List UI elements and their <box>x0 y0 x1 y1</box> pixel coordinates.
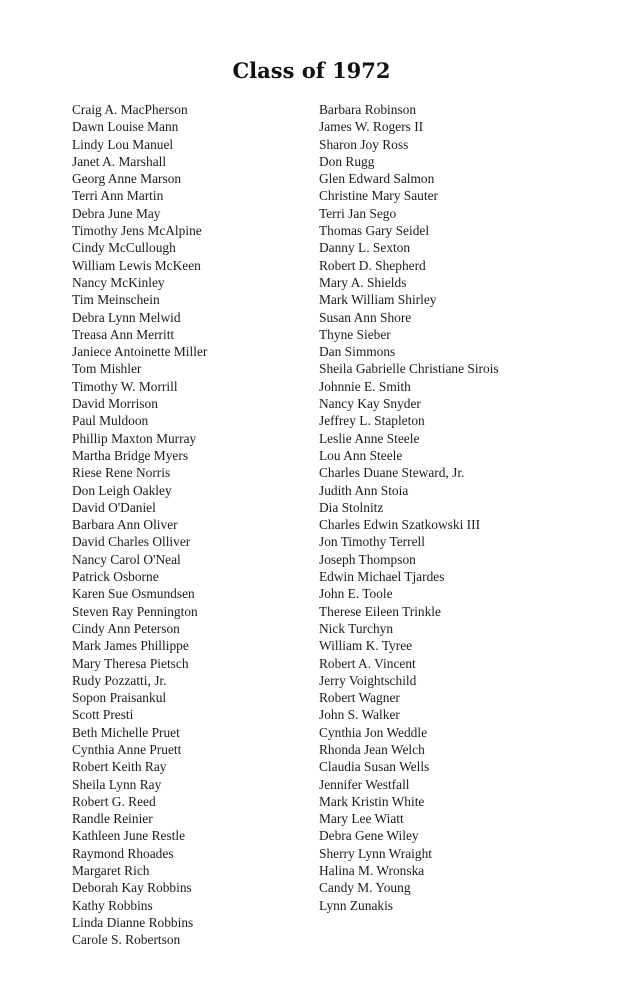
student-name: John S. Walker <box>319 707 400 723</box>
student-name: Dawn Louise Mann <box>72 119 179 135</box>
student-name: Claudia Susan Wells <box>319 759 430 775</box>
student-name: Sharon Joy Ross <box>319 136 409 152</box>
student-name: Leslie Anne Steele <box>319 430 420 446</box>
student-name: Jerry Voightschild <box>319 672 417 688</box>
student-name: Barbara Ann Oliver <box>72 517 178 533</box>
student-name: Johnnie E. Smith <box>319 378 411 394</box>
student-name: Timothy W. Morrill <box>72 378 178 394</box>
student-name: Nancy Carol O'Neal <box>72 551 181 567</box>
student-name: Don Leigh Oakley <box>72 482 172 498</box>
student-name: Don Rugg <box>319 153 375 169</box>
student-name: Danny L. Sexton <box>319 240 411 256</box>
student-name: David Morrison <box>72 396 158 412</box>
student-name: Barbara Robinson <box>319 102 417 117</box>
student-name: James W. Rogers II <box>319 119 424 135</box>
student-name: Patrick Osborne <box>72 569 159 585</box>
student-name: Kathy Robbins <box>72 897 153 913</box>
student-name: Karen Sue Osmundsen <box>72 586 195 602</box>
student-name: Therese Eileen Trinkle <box>319 603 441 619</box>
student-name: Thyne Sieber <box>319 326 391 342</box>
page-title: Class of 1972 <box>232 58 391 83</box>
student-name: Mary A. Shields <box>319 274 407 290</box>
student-name: Jennifer Westfall <box>319 776 410 792</box>
student-name: Tom Mishler <box>72 361 142 377</box>
student-name: Deborah Kay Robbins <box>72 880 192 896</box>
student-name: Randle Reinier <box>72 811 153 827</box>
student-name: Phillip Maxton Murray <box>72 430 197 446</box>
student-name: Nancy Kay Snyder <box>319 396 421 412</box>
student-name: Christine Mary Sauter <box>319 188 439 204</box>
student-name: Dia Stolnitz <box>319 499 384 515</box>
student-name: Lindy Lou Manuel <box>72 136 174 152</box>
student-name: Halina M. Wronska <box>319 863 425 879</box>
student-name: Lou Ann Steele <box>319 447 403 463</box>
student-name: David O'Daniel <box>72 499 156 515</box>
student-name: Riese Rene Norris <box>72 465 171 481</box>
student-name: Georg Anne Marson <box>72 171 182 187</box>
student-name: Sheila Lynn Ray <box>72 776 162 792</box>
student-name: Lynn Zunakis <box>319 897 394 913</box>
student-name: Rhonda Jean Welch <box>319 741 425 757</box>
student-name: Scott Presti <box>72 707 134 723</box>
student-name: Steven Ray Pennington <box>72 603 198 619</box>
student-name: Cindy McCullough <box>72 240 176 256</box>
student-name: William K. Tyree <box>319 638 413 654</box>
student-name: Jon Timothy Terrell <box>319 534 425 550</box>
student-name: Carole S. Robertson <box>72 932 181 948</box>
student-name: David Charles Olliver <box>72 534 191 550</box>
student-name: Susan Ann Shore <box>319 309 412 325</box>
student-name: Terri Ann Martin <box>72 188 164 204</box>
student-name: Janet A. Marshall <box>72 153 167 169</box>
student-name: Sherry Lynn Wraight <box>319 845 433 861</box>
student-name: Janiece Antoinette Miller <box>72 344 208 360</box>
student-name: Jeffrey L. Stapleton <box>319 413 425 429</box>
names-column-left <box>72 101 207 949</box>
student-name: Judith Ann Stoia <box>319 482 409 498</box>
student-name: Robert D. Shepherd <box>319 257 426 273</box>
student-name: Nick Turchyn <box>319 620 394 636</box>
student-name: Debra Gene Wiley <box>319 828 419 844</box>
student-name: Raymond Rhoades <box>72 845 174 861</box>
student-name: Mark William Shirley <box>319 292 437 308</box>
student-name: Joseph Thompson <box>319 551 416 567</box>
student-name: Martha Bridge Myers <box>72 447 189 463</box>
student-name: Kathleen June Restle <box>72 828 186 844</box>
student-name: Debra June May <box>72 205 161 221</box>
student-name: Timothy Jens McAlpine <box>72 223 202 239</box>
student-name: Linda Dianne Robbins <box>72 914 194 930</box>
student-name: Edwin Michael Tjardes <box>319 569 445 585</box>
student-name: Glen Edward Salmon <box>319 171 435 187</box>
student-name: Mark Kristin White <box>319 793 425 809</box>
student-name: Robert Wagner <box>319 690 400 706</box>
student-name: Cindy Ann Peterson <box>72 620 180 636</box>
student-name: Beth Michelle Pruet <box>72 724 180 740</box>
student-name: Treasa Ann Merritt <box>72 326 175 342</box>
student-name: Cynthia Anne Pruett <box>72 741 182 757</box>
student-name: Sopon Praisankul <box>72 690 167 706</box>
student-name: Sheila Gabrielle Christiane Sirois <box>319 361 499 377</box>
student-name: Rudy Pozzatti, Jr. <box>72 672 167 688</box>
student-name: Dan Simmons <box>319 344 396 360</box>
student-name: Margaret Rich <box>72 863 150 879</box>
student-name: Craig A. MacPherson <box>72 102 188 117</box>
student-name: Cynthia Jon Weddle <box>319 724 428 740</box>
student-name: Thomas Gary Seidel <box>319 223 430 239</box>
student-name: Mary Lee Wiatt <box>319 811 404 827</box>
student-name: Mark James Phillippe <box>72 638 189 654</box>
student-name: Robert Keith Ray <box>72 759 167 775</box>
student-name: Charles Duane Steward, Jr. <box>319 465 465 481</box>
student-name: Charles Edwin Szatkowski III <box>319 517 481 533</box>
student-name: Nancy McKinley <box>72 274 165 290</box>
student-name: John E. Toole <box>319 586 393 602</box>
student-name: Terri Jan Sego <box>319 205 397 221</box>
student-name: Candy M. Young <box>319 880 411 896</box>
student-name: Debra Lynn Melwid <box>72 309 181 325</box>
names-column-right <box>319 101 499 914</box>
student-name: Robert A. Vincent <box>319 655 416 671</box>
student-name: Tim Meinschein <box>72 292 160 308</box>
student-name: William Lewis McKeen <box>72 257 201 273</box>
student-name: Paul Muldoon <box>72 413 149 429</box>
student-name: Robert G. Reed <box>72 793 156 809</box>
student-name: Mary Theresa Pietsch <box>72 655 189 671</box>
